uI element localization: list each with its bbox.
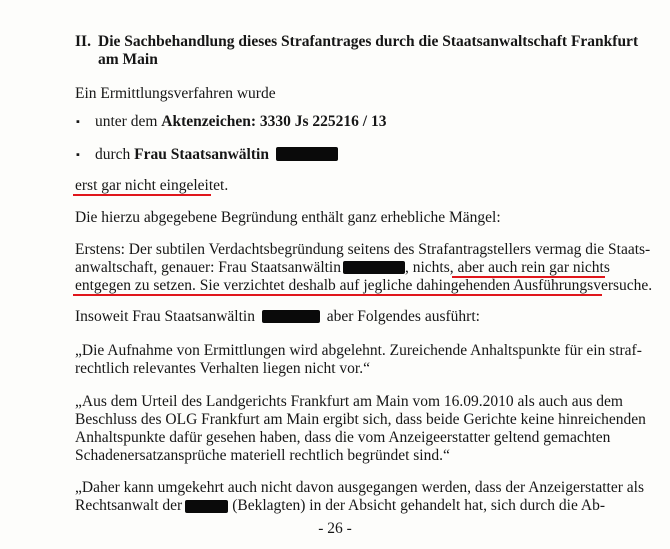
bullet-marker: ▪ [76, 149, 80, 161]
intro-text: Ein Ermittlungsverfahren wurde [75, 85, 276, 102]
bullet-prefix: durch [95, 146, 135, 163]
redaction-bar [343, 261, 405, 274]
redaction-bar [262, 310, 320, 323]
quote1-line2: rechtlich relevantes Verhalten liegen nicht vor.“ [75, 360, 370, 377]
case-number: Aktenzeichen: 3330 Js 225216 / 13 [161, 113, 387, 130]
quote3-line1: „Daher kann umgekehrt auch nicht davon ausgegangen werden, dass der Anzeigerstatter als [75, 479, 644, 496]
erstens-line1: Erstens: Der subtilen Verdachtsbegründung seitens des Strafantragstellers vermag die Staats- [75, 241, 651, 258]
page-number: - 26 - [318, 520, 352, 537]
bullet-item-prosecutor [95, 146, 338, 164]
section-heading-line2: am Main [98, 51, 158, 68]
bullet-prefix: unter dem [95, 113, 162, 130]
red-underline [73, 194, 211, 196]
prosecutor-title: Frau Staatsanwältin [134, 146, 269, 163]
erstens-underlined-phrase: aber auch rein gar nichts [457, 259, 610, 276]
quote2-line3: Anhaltspunkte dafür gesehen haben, dass die vom Anzeigeerstatter geltend gemachten [75, 429, 611, 446]
deficits-text: Die hierzu abgegebene Begründung enthält ganz erhebliche Mängel: [75, 209, 501, 226]
quote3-line2 [75, 497, 605, 515]
bullet-item-aktenzeichen [95, 113, 386, 131]
insoweit-end: aber Folgendes ausführt: [326, 308, 480, 325]
redaction-bar [185, 500, 228, 513]
insoweit-start: Insoweit Frau Staatsanwältin [75, 308, 255, 325]
section-number: II. [75, 33, 91, 50]
quote2-line2: Beschluss des OLG Frankfurt am Main ergibt sich, dass beide Gerichte keine hinreichenden [75, 411, 646, 428]
section-heading-line1: Die Sachbehandlung dieses Strafantrages durch die Staatsanwaltschaft Frankfurt [98, 33, 639, 50]
quote1-line1: „Die Aufnahme von Ermittlungen wird abgelehnt. Zureichende Anhaltspunkte für ein straf- [75, 342, 642, 359]
quote3-line2-start: Rechtsanwalt der [75, 497, 183, 514]
quote3-line2-end: (Beklagten) in der Absicht gehandelt hat, sich durch die Ab- [232, 497, 605, 514]
erstens-line3: entgegen zu setzen. Sie verzichtet deshalb auf jegliche dahingehenden Ausführungsversuche. [75, 277, 653, 294]
redaction-bar [276, 147, 338, 161]
erstens-line2-mid: , nichts, [405, 259, 458, 276]
quote2-line1: „Aus dem Urteil des Landgerichts Frankfurt am Main vom 16.09.2010 als auch aus dem [75, 393, 623, 410]
bullet-marker: ▪ [76, 116, 80, 128]
red-underline [73, 294, 602, 296]
erstens-line2-start: anwaltschaft, genauer: Frau Staatsanwältin [75, 259, 341, 276]
not-initiated-text: erst gar nicht eingeleitet. [75, 177, 229, 194]
erstens-line2 [75, 259, 610, 277]
quote2-line4: Schadenersatzansprüche materiell rechtlich begründet sind.“ [75, 447, 450, 464]
insoweit-text [75, 308, 480, 326]
